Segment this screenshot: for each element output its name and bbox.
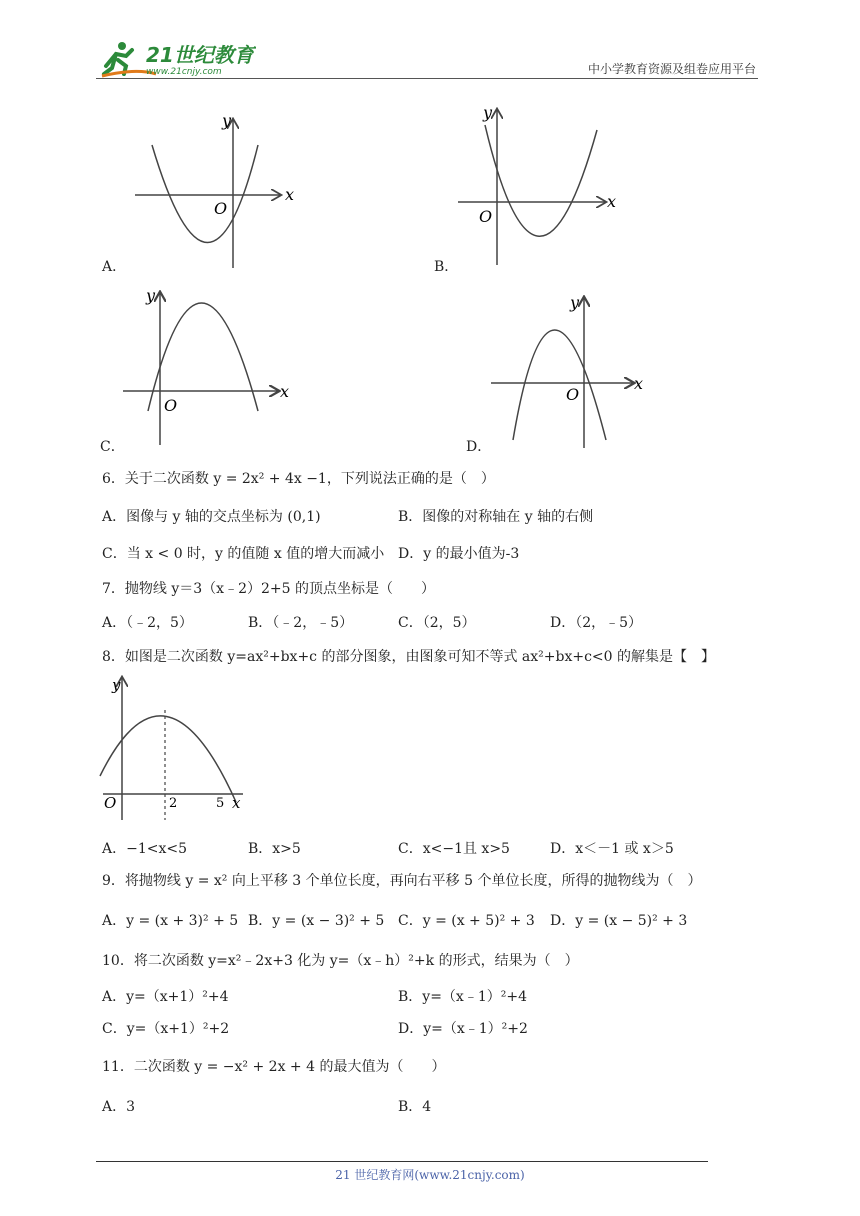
graph-d (488, 290, 658, 450)
header-site-name: 中小学教育资源及组卷应用平台 (587, 62, 756, 76)
q7-stem: 7．抛物线 y＝3（x﹣2）2+5 的顶点坐标是（ ） (102, 581, 435, 597)
q6-stem: 6．关于二次函数 y = 2x² + 4x −1，下列说法正确的是（ ） (102, 471, 495, 487)
q8-graph (98, 672, 258, 822)
graph-b-label: B． (434, 259, 459, 275)
x-axis-label: x (285, 185, 295, 204)
q8-option-b[interactable]: B．x>5 (248, 841, 301, 857)
q8-stem: 8．如图是二次函数 y=ax²+bx+c 的部分图象，由图象可知不等式 ax²+bx+c<0 的解集是【 】 (102, 649, 716, 665)
q11-option-b[interactable]: B．4 (398, 1099, 432, 1115)
q7-option-b[interactable]: B．（﹣2，﹣5） (248, 615, 354, 631)
q10-option-d[interactable]: D．y=（x﹣1）²+2 (398, 1021, 528, 1037)
x-axis-label: x (634, 374, 644, 393)
tick-5-label: 5 (216, 796, 225, 811)
footer-text[interactable]: 21 世纪教育网(www.21cnjy.com) (335, 1168, 525, 1182)
q9-option-a[interactable]: A．y = (x + 3)² + 5 (102, 913, 239, 929)
graph-a-label: A． (102, 259, 127, 275)
origin-label: O (566, 385, 580, 404)
logo-text: 21世纪教育 (146, 43, 254, 67)
q9-option-b[interactable]: B．y = (x − 3)² + 5 (248, 913, 385, 929)
q6-option-d[interactable]: D．y 的最小值为-3 (398, 546, 520, 562)
graph-a (130, 110, 310, 275)
q11-option-a[interactable]: A．3 (102, 1099, 136, 1115)
q6-option-a[interactable]: A．图像与 y 轴的交点坐标为 (0,1) (102, 509, 321, 525)
tick-2-label: 2 (169, 796, 178, 811)
x-axis-label: x (280, 382, 290, 401)
q6-option-b[interactable]: B．图像的对称轴在 y 轴的右侧 (398, 509, 594, 525)
y-axis-label: y (222, 111, 232, 130)
origin-label: O (164, 396, 178, 415)
graph-c (120, 285, 300, 450)
q10-option-a[interactable]: A．y=（x+1）²+4 (102, 989, 229, 1005)
x-axis-label: x (607, 192, 617, 211)
q9-option-d[interactable]: D．y = (x − 5)² + 3 (550, 913, 688, 929)
header-divider (96, 78, 758, 79)
q7-option-c[interactable]: C．（2，5） (398, 615, 476, 631)
q9-stem: 9．将抛物线 y = x² 向上平移 3 个单位长度，再向右平移 5 个单位长度，所得的抛物线为（ ） (102, 873, 702, 889)
logo-url: www.21cnjy.com (146, 67, 222, 77)
graph-d-label: D． (466, 439, 492, 455)
q10-option-c[interactable]: C．y=（x+1）²+2 (102, 1021, 230, 1037)
origin-label: O (479, 207, 493, 226)
q6-option-c[interactable]: C．当 x < 0 时，y 的值随 x 值的增大而减小 (102, 546, 385, 562)
q8-option-c[interactable]: C．x<−1且 x>5 (398, 841, 510, 857)
graph-c-label: C． (100, 439, 125, 455)
q7-option-a[interactable]: A．（﹣2，5） (102, 615, 193, 631)
q10-option-b[interactable]: B．y=（x﹣1）²+4 (398, 989, 527, 1005)
y-axis-label: y (570, 293, 580, 312)
origin-label: O (214, 199, 228, 218)
q8-option-a[interactable]: A．−1<x<5 (102, 841, 188, 857)
x-axis-label: x (232, 794, 241, 812)
y-axis-label: y (112, 676, 121, 694)
origin-label: O (104, 794, 117, 812)
q10-stem: 10．将二次函数 y=x²﹣2x+3 化为 y=（x﹣h）²+k 的形式，结果为（ ） (102, 953, 579, 969)
site-logo (96, 36, 256, 80)
y-axis-label: y (146, 286, 156, 305)
graph-b (455, 100, 625, 270)
q7-option-d[interactable]: D．（2，﹣5） (550, 615, 643, 631)
q8-option-d[interactable]: D．x＜－1 或 x＞5 (550, 841, 674, 857)
q9-option-c[interactable]: C．y = (x + 5)² + 3 (398, 913, 535, 929)
footer-divider (96, 1161, 708, 1162)
q11-stem: 11．二次函数 y = −x² + 2x + 4 的最大值为（ ） (102, 1059, 446, 1075)
y-axis-label: y (483, 103, 493, 122)
